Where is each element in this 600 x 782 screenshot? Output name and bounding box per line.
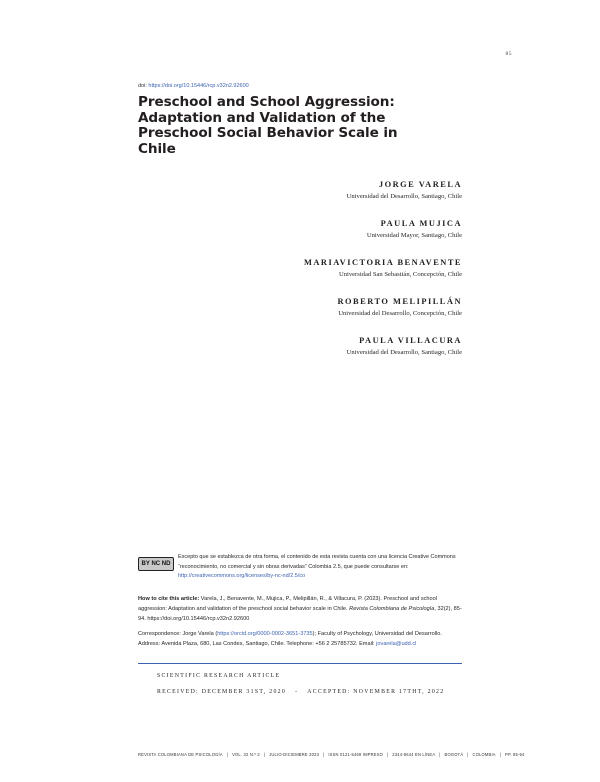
received-date: RECEIVED: DECEMBER 31ST, 2020 (157, 689, 287, 695)
correspondence-before: Correspondence: Jorge Varela ( (138, 631, 218, 637)
author-affiliation: Universidad del Desarrollo, Santiago, Chile (346, 193, 462, 200)
citation-text: Varela, J., Benavente, M., Mujica, P., Melipillán, R., & Villacura, P. (2023). Preschool and school aggression: Adaptation and validation of the preschool social behavior scale in Chile. (138, 596, 437, 612)
author-block (122, 257, 462, 279)
citation-block (138, 595, 462, 624)
footer-period: JULIO-DICIEMBRE 2023 (269, 752, 320, 757)
author-name: ROBERTO MELIPILLÁN (337, 297, 462, 306)
author-block (122, 296, 462, 318)
article-type: SCIENTIFIC RESEARCH ARTICLE (157, 673, 281, 679)
correspondence-block (138, 630, 462, 650)
author-list (122, 179, 462, 374)
footer-issn-online: 2344-8644 EN LÍNEA (392, 752, 436, 757)
author-affiliation: Universidad San Sebastián, Concepción, Chile (338, 271, 462, 278)
doi-label: doi: (138, 83, 147, 89)
correspondence-after: ); Faculty of Psychology, Universidad del Desarrollo. Address: Avenida Plaza, 680, Las Condes, Santiago, Chile. Telephone: +56 2 25785732. Email: (138, 631, 442, 647)
article-title: Preschool and School Aggression: Adaptation and Validation of the Preschool Social Behavior Scale in Chile (138, 94, 398, 157)
footer-city: BOGOTÁ (444, 752, 464, 757)
dates-line (157, 689, 444, 695)
license-text (178, 553, 462, 582)
doi-line (138, 83, 249, 89)
author-affiliation: Universidad del Desarrollo, Santiago, Chile (346, 349, 462, 356)
license-statement: Excepto que se establezca de otra forma, el contenido de esta revista cuenta con una licencia Creative Commons “reconocimiento, no comercial y sin obras derivadas” Colombia 2.5, que puede consultarse en: (178, 554, 456, 570)
divider-line (138, 663, 462, 664)
orcid-link[interactable]: https://orcid.org/0000-0002-3651-3735 (217, 631, 313, 637)
footer-volume: VOL. 32 N.º 2 (232, 752, 260, 757)
author-name: PAULA MUJICA (380, 219, 462, 228)
author-name: PAULA VILLACURA (359, 336, 462, 345)
author-block (122, 218, 462, 240)
author-block (122, 335, 462, 357)
license-link[interactable]: http://creativecommons.org/licenses/by-nc-nd/2.5/co (178, 573, 306, 579)
accepted-date: ACCEPTED: NOVEMBER 17THT, 2022 (307, 689, 445, 695)
citation-details: , 32(2), 85-94. https://doi.org/10.15446/rcp.v32n2.92600 (138, 605, 462, 622)
author-affiliation: Universidad del Desarrollo, Concepción, Chile (338, 310, 462, 317)
author-block (122, 179, 462, 201)
license-block (138, 553, 462, 582)
footer-issn-print: ISSN 0121-5469 IMPRESO (328, 752, 384, 757)
doi-link[interactable]: https://doi.org/10.15446/rcp.v32n2.92600 (148, 83, 249, 89)
author-affiliation: Universidad Mayor, Santiago, Chile (366, 232, 462, 239)
email-link[interactable]: jovarela@udd.cl (376, 640, 417, 647)
citation-journal: Revista Colombiana de Psicología (349, 605, 435, 612)
footer-journal: REVISTA COLOMBIANA DE PSICOLOGÍA (138, 752, 223, 757)
creative-commons-icon[interactable]: BY NC ND (138, 557, 174, 571)
author-name: JORGE VARELA (378, 180, 462, 189)
footer-pages: PP. 85-94 (505, 752, 525, 757)
author-name: MARIAVICTORIA BENAVENTE (303, 258, 462, 267)
citation-label: How to cite this article: (138, 596, 200, 602)
journal-footer: REVISTA COLOMBIANA DE PSICOLOGÍA | VOL. 32 N.º 2 | JULIO-DICIEMBRE 2023 | ISSN 0121-5469 IMPRESO | 2344-8644 EN LÍNEA | BOGOTÁ | COLOMBIA | PP. 85-94 (138, 752, 525, 757)
dates-separator: - (295, 689, 299, 695)
footer-country: COLOMBIA (472, 752, 496, 757)
page-number: 85 (505, 51, 512, 57)
